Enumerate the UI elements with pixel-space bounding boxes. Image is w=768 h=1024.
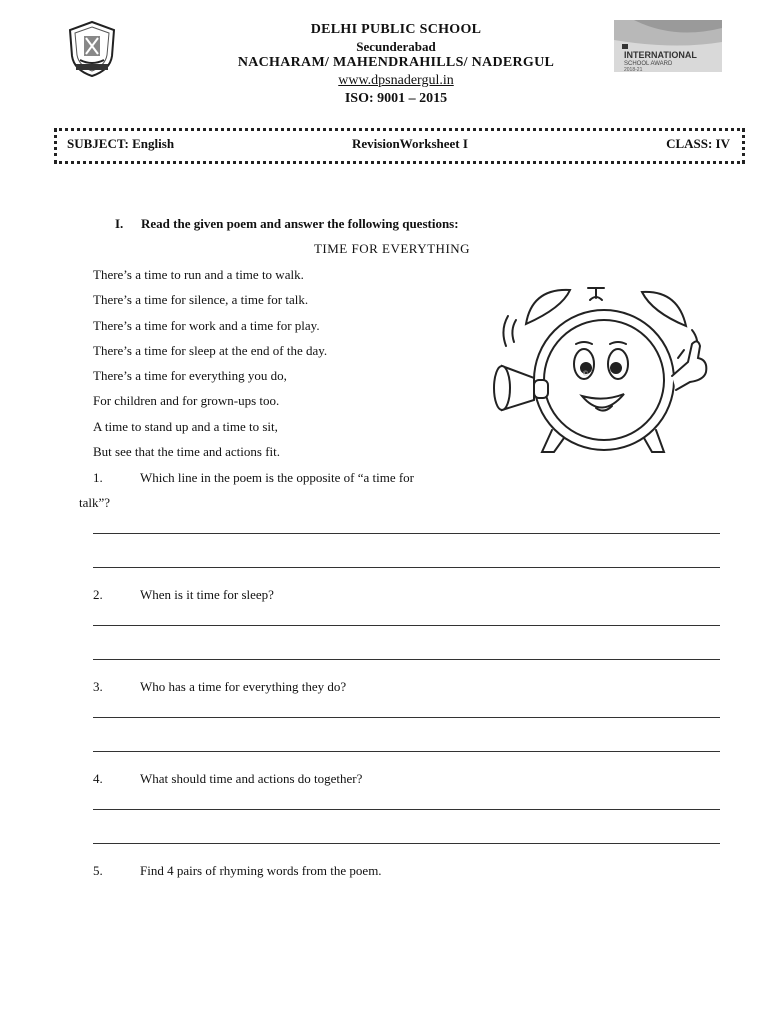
question-text: Find 4 pairs of rhyming words from the poem. bbox=[140, 863, 382, 878]
section-instruction: Read the given poem and answer the following questions: bbox=[141, 216, 459, 231]
question-3 bbox=[93, 679, 346, 695]
school-city: Secunderabad bbox=[356, 39, 436, 54]
answer-line[interactable] bbox=[93, 809, 720, 810]
question-number: 5. bbox=[93, 863, 103, 878]
school-name: DELHI PUBLIC SCHOOL bbox=[310, 22, 482, 37]
question-number: 2. bbox=[93, 587, 103, 602]
answer-line[interactable] bbox=[93, 659, 720, 660]
poem-line: But see that the time and actions fit. bbox=[93, 444, 281, 459]
worksheet-title: RevisionWorksheet I bbox=[352, 136, 468, 151]
section-number: I. bbox=[115, 216, 124, 231]
subject-label: SUBJECT: English bbox=[67, 136, 175, 151]
question-text: What should time and actions do together? bbox=[140, 771, 363, 786]
subject-bar bbox=[54, 128, 745, 164]
question-number: 3. bbox=[93, 679, 103, 694]
question-text: Who has a time for everything they do? bbox=[140, 679, 347, 694]
question-1 bbox=[93, 470, 414, 486]
question-text: Which line in the poem is the opposite of “a time for bbox=[140, 470, 415, 485]
svg-text:©: © bbox=[582, 370, 589, 378]
svg-text:2018-21: 2018-21 bbox=[624, 67, 643, 72]
school-website-link[interactable]: www.dpsnadergul.in bbox=[338, 73, 454, 88]
school-branches: NACHARAM/ MAHENDRAHILLS/ NADERGUL bbox=[237, 55, 555, 70]
question-number: 4. bbox=[93, 771, 103, 786]
answer-line[interactable] bbox=[93, 843, 720, 844]
poem-line: There’s a time for work and a time for play. bbox=[93, 318, 320, 333]
poem-line: A time to stand up and a time to sit, bbox=[93, 419, 278, 434]
answer-line[interactable] bbox=[93, 751, 720, 752]
iso-certification: ISO: 9001 – 2015 bbox=[344, 91, 448, 106]
question-5 bbox=[93, 863, 382, 879]
class-label: CLASS: IV bbox=[666, 136, 730, 151]
poem-title: TIME FOR EVERYTHING bbox=[313, 241, 471, 256]
question-text: When is it time for sleep? bbox=[140, 587, 274, 602]
poem-line: For children and for grown-ups too. bbox=[93, 393, 280, 408]
svg-text:SCHOOL AWARD: SCHOOL AWARD bbox=[624, 61, 673, 67]
alarm-clock-illustration bbox=[492, 280, 716, 460]
answer-line[interactable] bbox=[93, 533, 720, 534]
section-heading bbox=[115, 216, 459, 232]
answer-line[interactable] bbox=[93, 567, 720, 568]
poem-line: There’s a time for everything you do, bbox=[93, 368, 287, 383]
question-4 bbox=[93, 771, 362, 787]
poem-line: There’s a time to run and a time to walk. bbox=[93, 267, 304, 282]
answer-line[interactable] bbox=[93, 625, 720, 626]
question-2 bbox=[93, 587, 274, 603]
poem-line: There’s a time for sleep at the end of the day. bbox=[93, 343, 328, 358]
answer-line[interactable] bbox=[93, 717, 720, 718]
question-number: 1. bbox=[93, 470, 103, 485]
svg-text:INTERNATIONAL: INTERNATIONAL bbox=[624, 50, 697, 60]
poem-line: There’s a time for silence, a time for talk. bbox=[93, 292, 309, 307]
question-1-continuation: talk”? bbox=[79, 495, 111, 510]
